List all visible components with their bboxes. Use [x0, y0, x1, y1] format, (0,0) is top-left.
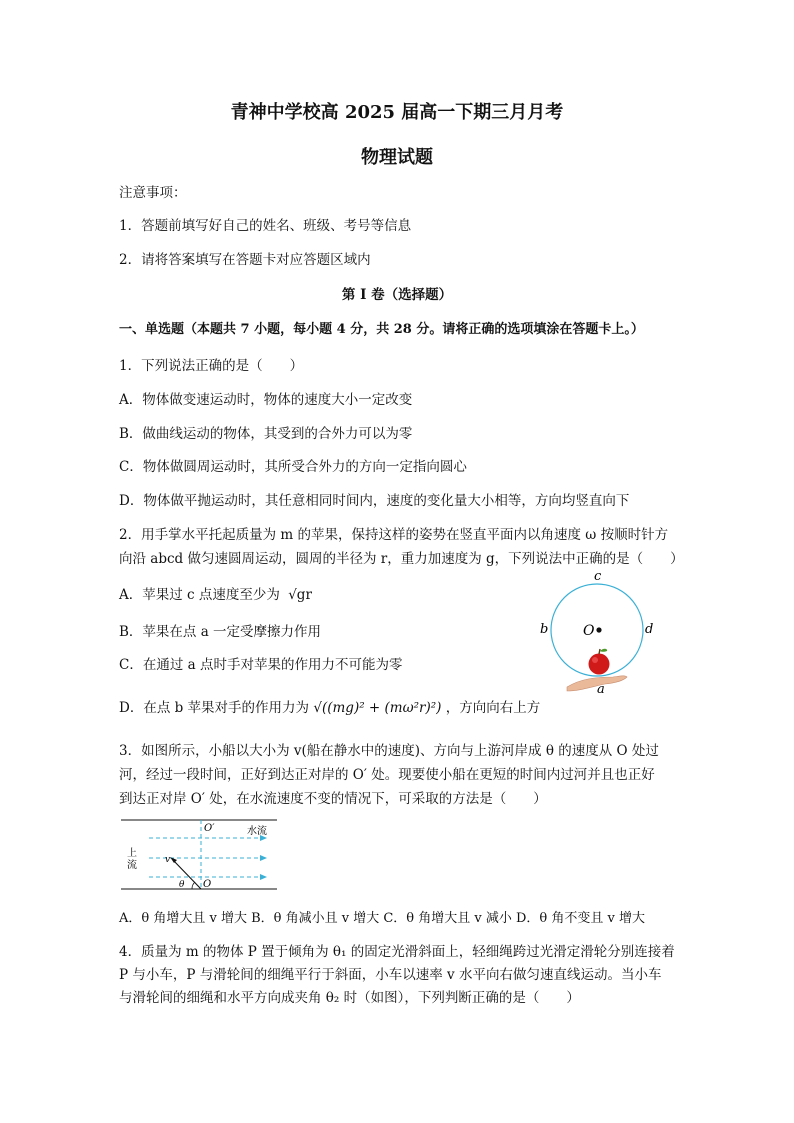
label-b: b	[540, 622, 549, 637]
exam-title: 青神中学校高 2025 届高一下期三月月考	[230, 102, 564, 123]
q2-option-c: C．在通过 a 点时手对苹果的作用力不可能为零	[119, 657, 403, 673]
label-o-prime: O′	[204, 823, 215, 834]
q2-option-d	[119, 699, 540, 717]
q4-line1: 4．质量为 m 的物体 P 置于倾角为 θ₁ 的固定光滑斜面上，轻细绳跨过光滑定滑轮分别连接着	[119, 944, 675, 960]
label-c: c	[594, 569, 602, 584]
q3-line1: 3．如图所示，小船以大小为 v(船在静水中的速度)、方向与上游河岸成 θ 的速度从 O 处过	[119, 743, 659, 759]
label-a: a	[597, 682, 605, 697]
note-item-1: 1．答题前填写好自己的姓名、班级、考号等信息	[119, 218, 412, 234]
flow-arrowheads	[260, 835, 267, 880]
apple-icon	[589, 649, 610, 675]
part-heading: 一、单选题（本题共 7 小题，每小题 4 分，共 28 分。请将正确的选项填涂在答题卡上。）	[119, 322, 644, 337]
label-upstream-2: 流	[127, 860, 137, 871]
label-water-flow: 水流	[247, 826, 267, 837]
q1-option-c: C．物体做圆周运动时，其所受合外力的方向一定指向圆心	[119, 459, 467, 475]
q4-line3: 与滑轮间的细绳和水平方向成夹角 θ₂ 时（如图），下列判断正确的是（ ）	[119, 990, 580, 1006]
notes-heading: 注意事项：	[119, 185, 187, 201]
q2-option-a	[119, 586, 312, 604]
q2-option-a-math: √gr	[288, 587, 312, 603]
q2-option-b: B．苹果在点 a 一定受摩擦力作用	[119, 624, 322, 640]
q2-stem-line2: 向沿 abcd 做匀速圆周运动，圆周的半径为 r，重力加速度为 g，下列说法中正确的是（ ）	[119, 551, 684, 567]
q3-options: A．θ 角增大且 v 增大 B．θ 角减小且 v 增大 C．θ 角增大且 v 减小 D．θ 角不变且 v 增大	[119, 911, 645, 926]
label-o-origin: O	[203, 879, 212, 890]
label-v: v	[165, 855, 171, 865]
note-item-2: 2．请将答案填写在答题卡对应答题区域内	[119, 252, 371, 268]
q2-stem-line1: 2．用手掌水平托起质量为 m 的苹果，保持这样的姿势在竖直平面内以角速度 ω 按顺时针方	[119, 527, 669, 543]
q3-line2: 河，经过一段时间，正好到达正对岸的 O′ 处。现要使小船在更短的时间内过河并且也正好	[119, 767, 655, 783]
q3-line3: 到达正对岸 O′ 处，在水流速度不变的情况下，可采取的方法是（ ）	[119, 791, 547, 807]
section-title: 第 I 卷（选择题）	[341, 287, 453, 303]
label-d: d	[645, 622, 654, 637]
q2-option-d-math: √((mg)² + (mω²r)²)	[313, 700, 442, 716]
q2-option-d-text: D．在点 b 苹果对手的作用力为	[119, 700, 310, 716]
river-crossing-figure	[119, 815, 284, 895]
q2-option-a-text: A．苹果过 c 点速度至少为	[119, 587, 280, 603]
q1-stem: 1．下列说法正确的是（ ）	[119, 358, 304, 374]
label-upstream-1: 上	[127, 848, 137, 859]
q2-option-d-tail: ，方向向右上方	[445, 700, 541, 716]
center-dot	[596, 627, 601, 632]
q4-line2: P 与小车，P 与滑轮间的细绳平行于斜面，小车以速率 v 水平向右做匀速直线运动。当小车	[119, 967, 662, 983]
exam-subtitle: 物理试题	[361, 147, 433, 168]
label-theta: θ	[179, 880, 185, 890]
q1-option-b: B．做曲线运动的物体，其受到的合外力可以为零	[119, 426, 413, 442]
label-o: O	[583, 623, 595, 639]
q1-option-a: A．物体做变速运动时，物体的速度大小一定改变	[119, 392, 413, 408]
q1-option-d: D．物体做平抛运动时，其任意相同时间内，速度的变化量大小相等，方向均竖直向下	[119, 493, 630, 509]
velocity-vector	[173, 860, 201, 889]
circular-motion-figure	[525, 565, 665, 700]
